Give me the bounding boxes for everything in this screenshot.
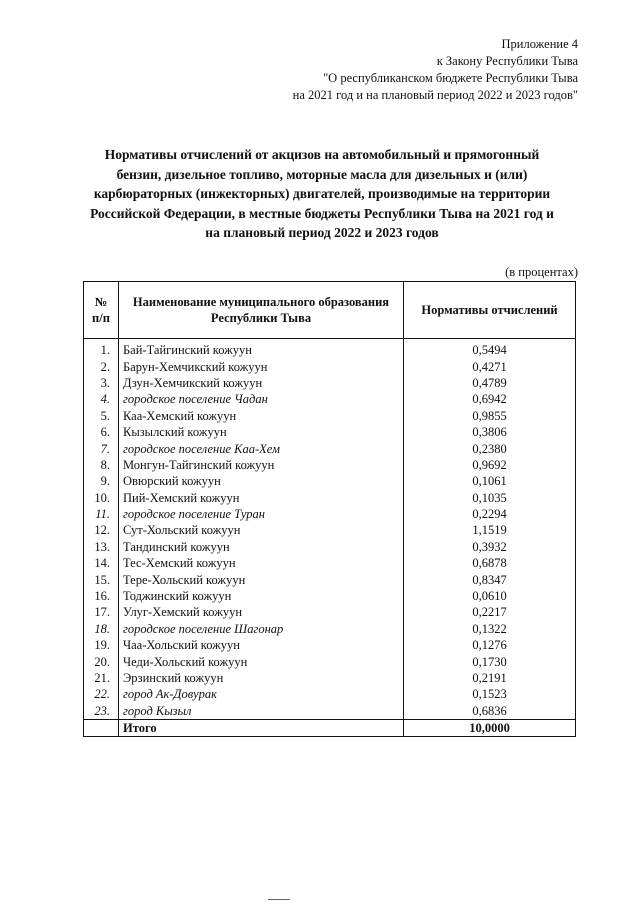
row-name: городское поселение Шагонар [119, 621, 404, 637]
title-line: бензин, дизельное топливо, моторные масла для дизельных и (или) [116, 166, 528, 182]
table-row [84, 637, 576, 653]
row-number: 11. [84, 506, 119, 522]
row-number: 20. [84, 653, 119, 669]
header-name [119, 282, 404, 339]
table-row [84, 703, 576, 720]
table-row [84, 621, 576, 637]
row-name: Тес-Хемский кожуун [119, 555, 404, 571]
row-name: городское поселение Туран [119, 506, 404, 522]
row-value: 0,4789 [404, 375, 576, 391]
row-number: 9. [84, 473, 119, 489]
total-label: Итого [119, 719, 404, 736]
table-row [84, 408, 576, 424]
page-footer-mark [268, 899, 290, 902]
table-row [84, 457, 576, 473]
row-name: Чеди-Хольский кожуун [119, 653, 404, 669]
header-value: Нормативы отчислений [404, 282, 576, 339]
row-value: 0,1322 [404, 621, 576, 637]
row-number: 14. [84, 555, 119, 571]
header-name-line1: Наименование муниципального образования [132, 295, 390, 309]
row-number: 23. [84, 703, 119, 720]
row-value: 0,2217 [404, 604, 576, 620]
title-line: Российской Федерации, в местные бюджеты Республики Тыва на 2021 год и [90, 205, 554, 221]
total-row [84, 719, 576, 736]
total-num-cell [84, 719, 119, 736]
row-value: 0,8347 [404, 571, 576, 587]
row-value: 0,9692 [404, 457, 576, 473]
row-value: 0,1523 [404, 686, 576, 702]
title-line: Нормативы отчислений от акцизов на автомобильный и прямогонный [104, 147, 540, 162]
row-number: 8. [84, 457, 119, 473]
row-name: Сут-Хольский кожуун [119, 522, 404, 538]
row-number: 19. [84, 637, 119, 653]
norms-table [83, 281, 576, 737]
document-title [80, 145, 564, 243]
appendix-number: Приложение 4 [501, 37, 578, 51]
row-value: 0,1730 [404, 653, 576, 669]
table-row [84, 555, 576, 571]
appendix-law-period: на 2021 год и на плановый период 2022 и 2023 годов" [292, 88, 578, 102]
row-name: Дзун-Хемчикский кожуун [119, 375, 404, 391]
row-name: Эрзинский кожуун [119, 670, 404, 686]
row-value: 0,3806 [404, 424, 576, 440]
row-value: 0,2380 [404, 440, 576, 456]
row-name: город Ак-Довурак [119, 686, 404, 702]
row-number: 6. [84, 424, 119, 440]
table-row [84, 339, 576, 359]
row-name: Монгун-Тайгинский кожуун [119, 457, 404, 473]
table-row [84, 571, 576, 587]
table-row [84, 506, 576, 522]
row-name: Кызылский кожуун [119, 424, 404, 440]
row-value: 1,1519 [404, 522, 576, 538]
row-name: Бай-Тайгинский кожуун [119, 339, 404, 359]
row-number: 2. [84, 358, 119, 374]
row-number: 10. [84, 490, 119, 506]
appendix-law-ref: к Закону Республики Тыва [436, 54, 578, 68]
table-row [84, 375, 576, 391]
row-number: 4. [84, 391, 119, 407]
header-number [84, 282, 119, 339]
appendix-header [218, 36, 578, 104]
unit-note: (в процентах) [505, 265, 578, 279]
table-row [84, 391, 576, 407]
total-value: 10,0000 [404, 719, 576, 736]
row-number: 18. [84, 621, 119, 637]
row-number: 22. [84, 686, 119, 702]
row-value: 0,2191 [404, 670, 576, 686]
row-name: Тоджинский кожуун [119, 588, 404, 604]
row-name: Пий-Хемский кожуун [119, 490, 404, 506]
row-name: Овюрский кожуун [119, 473, 404, 489]
row-number: 15. [84, 571, 119, 587]
row-value: 0,2294 [404, 506, 576, 522]
table-row [84, 604, 576, 620]
table-row [84, 473, 576, 489]
row-name: Тандинский кожуун [119, 539, 404, 555]
table-row [84, 522, 576, 538]
header-number-abbr: п/п [92, 311, 110, 325]
row-value: 0,4271 [404, 358, 576, 374]
table-row [84, 670, 576, 686]
row-value: 0,6836 [404, 703, 576, 720]
table-row [84, 490, 576, 506]
table-row [84, 440, 576, 456]
table-row [84, 686, 576, 702]
row-value: 0,6878 [404, 555, 576, 571]
row-number: 7. [84, 440, 119, 456]
table-body [84, 339, 576, 737]
row-name: город Кызыл [119, 703, 404, 720]
row-value: 0,6942 [404, 391, 576, 407]
table-row [84, 588, 576, 604]
row-value: 0,0610 [404, 588, 576, 604]
row-name: Чаа-Хольский кожуун [119, 637, 404, 653]
row-value: 0,3932 [404, 539, 576, 555]
appendix-law-title: "О республиканском бюджете Республики Тыва [323, 71, 578, 85]
table-header-row [84, 282, 576, 339]
row-value: 0,5494 [404, 339, 576, 359]
row-number: 17. [84, 604, 119, 620]
row-name: городское поселение Каа-Хем [119, 440, 404, 456]
title-line: карбюраторных (инжекторных) двигателей, производимые на территории [93, 186, 551, 201]
row-number: 3. [84, 375, 119, 391]
table-row [84, 539, 576, 555]
row-number: 1. [84, 339, 119, 359]
row-value: 0,1035 [404, 490, 576, 506]
row-name: Улуг-Хемский кожуун [119, 604, 404, 620]
row-number: 13. [84, 539, 119, 555]
header-number-symbol: № [94, 295, 108, 309]
row-number: 12. [84, 522, 119, 538]
title-line: на плановый период 2022 и 2023 годов [205, 225, 439, 240]
row-value: 0,1276 [404, 637, 576, 653]
row-number: 21. [84, 670, 119, 686]
row-name: Тере-Хольский кожуун [119, 571, 404, 587]
row-number: 5. [84, 408, 119, 424]
table-row [84, 424, 576, 440]
row-number: 16. [84, 588, 119, 604]
row-value: 0,9855 [404, 408, 576, 424]
header-name-line2: Республики Тыва [210, 311, 312, 325]
row-name: городское поселение Чадан [119, 391, 404, 407]
table-row [84, 358, 576, 374]
row-value: 0,1061 [404, 473, 576, 489]
table-row [84, 653, 576, 669]
row-name: Барун-Хемчикский кожуун [119, 358, 404, 374]
row-name: Каа-Хемский кожуун [119, 408, 404, 424]
